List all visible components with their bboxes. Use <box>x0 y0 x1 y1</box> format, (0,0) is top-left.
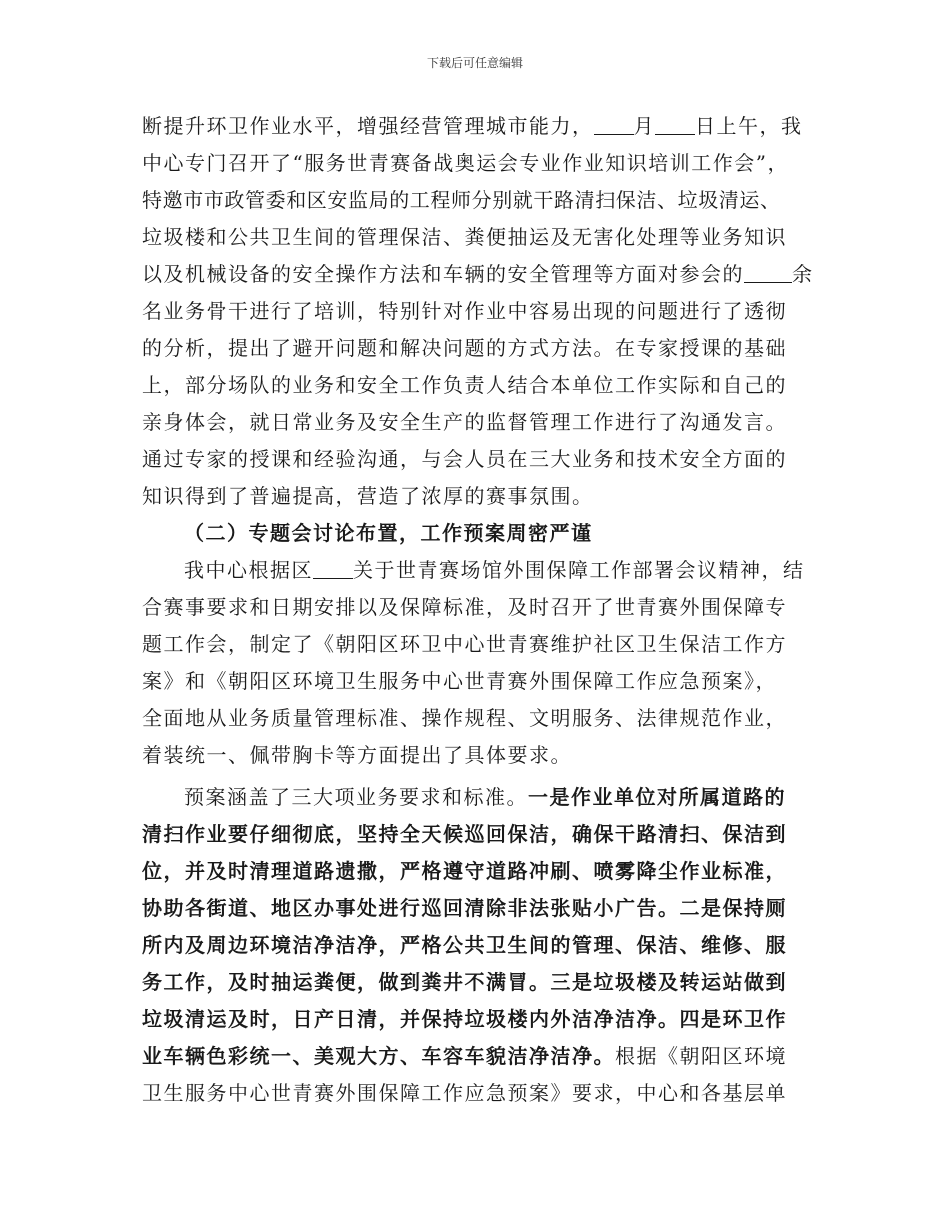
text-run: 关于世青赛场馆外围保障工作部署会议精神，结 <box>353 558 805 582</box>
text-line <box>142 108 826 145</box>
text-line: 务工作，及时抽运粪便，做到粪井不满冒。三是垃圾楼及转运站做到 <box>142 970 787 994</box>
fill-in-blank <box>594 112 634 135</box>
text-line: 全面地从业务质量管理标准、操作规程、文明服务、法律规范作业， <box>142 706 787 730</box>
text-line <box>142 256 826 293</box>
text-run: 断提升环卫作业水平，增强经营管理城市能力， <box>142 114 594 138</box>
text-line <box>142 552 826 589</box>
text-line: 知识得到了普遍提高，营造了浓厚的赛事氛围。 <box>142 484 594 508</box>
text-run: 月 <box>633 114 655 138</box>
text-run: 余 <box>792 262 814 286</box>
text-line: 名业务骨干进行了培训，特别针对作业中容易出现的问题进行了透彻 <box>142 299 787 323</box>
text-run-bold: 业车辆色彩统一、美观大方、车容车貌洁净洁净。 <box>142 1044 615 1068</box>
document-body <box>142 108 826 1112</box>
text-line: 所内及周边环境洁净洁净，严格公共卫生间的管理、保洁、维修、服 <box>142 933 787 957</box>
text-line: 清扫作业要仔细彻底，坚持全天候巡回保洁，确保干路清扫、保洁到 <box>142 822 787 846</box>
text-line: 垃圾清运及时，日产日清，并保持垃圾楼内外洁净洁净。四是环卫作 <box>142 1007 787 1031</box>
text-line: 题工作会，制定了《朝阳区环卫中心世青赛维护社区卫生保洁工作方 <box>142 632 787 656</box>
text-run-bold: 一是作业单位对所属道路的 <box>528 785 786 809</box>
fill-in-blank <box>313 556 353 579</box>
text-line: 上，部分场队的业务和安全工作负责人结合本单位工作实际和自己的 <box>142 373 787 397</box>
fill-in-blank <box>744 260 792 283</box>
text-run: 根据《朝阳区环境 <box>615 1044 787 1068</box>
text-line <box>142 1038 826 1075</box>
text-run: 以及机械设备的安全操作方法和车辆的安全管理等方面对参会的 <box>142 262 744 286</box>
text-line: 的分析，提出了避开问题和解决问题的方式方法。在专家授课的基础 <box>142 336 787 360</box>
text-line: 亲身体会，就日常业务及安全生产的监督管理工作进行了沟通发言。 <box>142 410 787 434</box>
text-line: 协助各街道、地区办事处进行巡回清除非法张贴小广告。二是保持厕 <box>142 896 787 920</box>
text-run: 日上午，我 <box>695 114 803 138</box>
text-run: 我中心根据区 <box>184 558 313 582</box>
text-line: 特邀市市政管委和区安监局的工程师分别就干路清扫保洁、垃圾清运、 <box>142 188 781 212</box>
text-line: 合赛事要求和日期安排以及保障标准，及时召开了世青赛外围保障专 <box>142 595 787 619</box>
text-line: 位，并及时清理道路遗撒，严格遵守道路冲刷、喷雾降尘作业标准， <box>142 859 787 883</box>
text-line: 卫生服务中心世青赛外围保障工作应急预案》要求，中心和各基层单 <box>142 1081 787 1105</box>
page-header: 下载后可任意编辑 <box>426 56 523 70</box>
text-line: 垃圾楼和公共卫生间的管理保洁、粪便抽运及无害化处理等业务知识 <box>142 225 787 249</box>
text-line: 通过专家的授课和经验沟通，与会人员在三大业务和技术安全方面的 <box>142 447 787 471</box>
text-line <box>142 779 826 816</box>
text-line: 中心专门召开了“服务世青赛备战奥运会专业作业知识培训工作会”， <box>142 151 789 175</box>
text-line: 案》和《朝阳区环境卫生服务中心世青赛外围保障工作应急预案》， <box>142 669 777 693</box>
text-run: 预案涵盖了三大项业务要求和标准。 <box>184 785 528 809</box>
fill-in-blank <box>655 112 695 135</box>
text-line: 着装统一、佩带胸卡等方面提出了具体要求。 <box>142 743 572 767</box>
section-heading: （二）专题会讨论布置，工作预案周密严谨 <box>184 521 593 545</box>
